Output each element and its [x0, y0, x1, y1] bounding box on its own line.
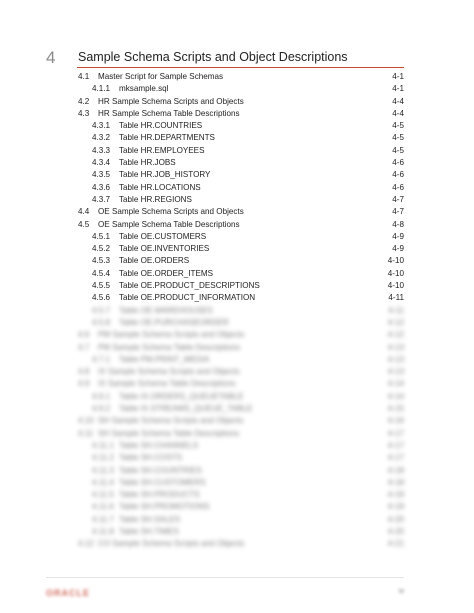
toc-entry-page[interactable]: 4-17: [387, 428, 404, 438]
chapter-heading: [46, 46, 404, 68]
toc-entry-page[interactable]: 4-18: [387, 465, 404, 475]
toc-entry[interactable]: [0, 268, 474, 280]
toc-entry-title[interactable]: Table HR.REGIONS: [119, 194, 192, 204]
toc-entry-number: 4.11.4: [92, 477, 114, 487]
toc-entry-number: 4.5.8: [92, 317, 111, 327]
toc-entry-page[interactable]: 4-5: [392, 145, 404, 155]
toc-entry[interactable]: [0, 465, 474, 477]
toc-entry-number: 4.5.5: [92, 281, 111, 291]
toc-entry[interactable]: [0, 169, 474, 181]
toc-entry-page[interactable]: 4-6: [392, 170, 404, 180]
toc-entry-title[interactable]: mksample.sql: [119, 84, 169, 94]
toc-entry-number: 4.3.3: [92, 145, 111, 155]
toc-entry[interactable]: [0, 514, 474, 526]
toc-entry-page[interactable]: 4-6: [392, 182, 404, 192]
footer-page-number: iv: [398, 588, 404, 595]
toc-entry-title[interactable]: Table IX.ORDERS_QUEUETABLE: [119, 391, 244, 401]
toc-entry-number: 4.3.6: [92, 182, 111, 192]
oracle-logo: ORACLE: [46, 588, 90, 598]
toc-entry-title[interactable]: IX Sample Schema Scripts and Objects: [98, 367, 240, 377]
toc-entry-title[interactable]: Table OE.PRODUCT_DESCRIPTIONS: [119, 281, 260, 291]
toc-entry-page[interactable]: 4-5: [392, 121, 404, 131]
footer-divider: [46, 577, 404, 578]
toc-entry[interactable]: [0, 428, 474, 440]
toc-entry-page[interactable]: 4-10: [387, 256, 404, 266]
toc-entry-page[interactable]: 4-1: [392, 72, 404, 81]
toc-entry-title[interactable]: Table OE.INVENTORIES: [119, 244, 210, 254]
toc-entry-page[interactable]: 4-7: [392, 194, 404, 204]
toc-entry-page[interactable]: 4-19: [387, 502, 404, 512]
toc-entry-page[interactable]: 4-12: [387, 317, 404, 327]
toc-entry-page[interactable]: 4-7: [392, 207, 404, 217]
toc-entry[interactable]: [0, 501, 474, 513]
toc-entry-number: 4.10: [78, 416, 94, 426]
toc-entry[interactable]: [0, 145, 474, 157]
toc-entry-number: 4.5.4: [92, 268, 111, 278]
toc-entry[interactable]: [0, 132, 474, 144]
toc-entry-page[interactable]: 4-10: [387, 268, 404, 278]
toc-entry-number: 4.5.3: [92, 256, 111, 266]
toc-entry[interactable]: [0, 305, 474, 317]
toc-entry-page[interactable]: 4-20: [387, 526, 404, 536]
toc-entry-page[interactable]: 4-12: [387, 330, 404, 340]
toc-entry-page[interactable]: 4-9: [392, 231, 404, 241]
toc-entry-number: 4.3.5: [92, 170, 111, 180]
toc-entry[interactable]: [0, 83, 474, 95]
toc-entry-page[interactable]: 4-18: [387, 477, 404, 487]
toc-entry-page[interactable]: 4-1: [392, 84, 404, 94]
toc-entry-number: 4.11.7: [92, 514, 114, 524]
toc-entry-page[interactable]: 4-21: [387, 539, 404, 549]
toc-entry-title[interactable]: Table IX.STREAMS_QUEUE_TABLE: [119, 404, 253, 414]
toc-entry-title[interactable]: PM Sample Schema Table Descriptions: [98, 342, 241, 352]
toc-entry-page[interactable]: 4-11: [388, 305, 404, 315]
toc-entry-number: 4.3.1: [92, 121, 111, 131]
toc-entry-page[interactable]: 4-5: [392, 133, 404, 143]
toc-entry[interactable]: [0, 403, 474, 415]
toc-entry-number: 4.11.3: [92, 465, 114, 475]
toc-entry-page[interactable]: 4-20: [387, 514, 404, 524]
chapter-title: Sample Schema Scripts and Object Descriptions: [78, 50, 348, 64]
toc-entry-number: 4.11.5: [92, 490, 114, 500]
toc-entry[interactable]: [0, 206, 474, 218]
toc-entry-title[interactable]: Table SH.CHANNELS: [119, 440, 199, 450]
toc-entry-page[interactable]: 4-14: [387, 379, 404, 389]
toc-entry[interactable]: [0, 477, 474, 489]
toc-entry[interactable]: [0, 182, 474, 194]
toc-entry-page[interactable]: 4-13: [387, 367, 404, 377]
toc-entry-number: 4.7.1: [92, 354, 111, 364]
toc-entry-title[interactable]: Table OE.PURCHASEORDER: [119, 317, 229, 327]
toc-entry-number: 4.5.7: [92, 305, 111, 315]
toc-entry[interactable]: [0, 157, 474, 169]
toc-entry[interactable]: [0, 317, 474, 329]
toc-entry[interactable]: [0, 255, 474, 267]
toc-entry-page[interactable]: 4-19: [387, 490, 404, 500]
toc-entry-title[interactable]: OE Sample Schema Table Descriptions: [98, 219, 240, 229]
toc-entry-page[interactable]: 4-9: [392, 244, 404, 254]
toc-entry-number: 4.4: [78, 207, 90, 217]
toc-entry-title[interactable]: CO Sample Schema Scripts and Objects: [98, 539, 245, 549]
toc-entry-page[interactable]: 4-16: [387, 416, 404, 426]
toc-entry-page[interactable]: 4-4: [392, 108, 404, 118]
toc-entry-page[interactable]: 4-10: [387, 281, 404, 291]
toc-entry[interactable]: [0, 96, 474, 108]
toc-entry-number: 4.5.6: [92, 293, 111, 303]
toc-entry-page[interactable]: 4-15: [387, 404, 404, 414]
toc-entry[interactable]: [0, 108, 474, 120]
toc-entry[interactable]: [0, 120, 474, 132]
toc-entry-number: 4.3: [78, 108, 90, 118]
toc-entry-title[interactable]: SH Sample Schema Table Descriptions: [98, 428, 240, 438]
toc-entry[interactable]: [0, 280, 474, 292]
toc-entry-title[interactable]: Table SH.PRODUCTS: [119, 490, 200, 500]
toc-entry-title[interactable]: Table SH.CUSTOMERS: [119, 477, 206, 487]
toc-entry[interactable]: [0, 194, 474, 206]
toc-entry-title[interactable]: Table HR.LOCATIONS: [119, 182, 201, 192]
toc-entry-page[interactable]: 4-17: [387, 440, 404, 450]
toc-entry-title[interactable]: Table OE.PRODUCT_INFORMATION: [119, 293, 256, 303]
toc-entry[interactable]: [0, 415, 474, 427]
toc-entry-number: 4.9.2: [92, 404, 111, 414]
toc-entry[interactable]: [0, 452, 474, 464]
toc-entry-title[interactable]: HR Sample Schema Table Descriptions: [98, 108, 240, 118]
toc-entry-title[interactable]: Table HR.DEPARTMENTS: [119, 133, 215, 143]
toc-entry-title[interactable]: Table HR.EMPLOYEES: [119, 145, 205, 155]
toc-entry-number: 4.11: [78, 428, 94, 438]
toc-entry-number: 4.9.1: [92, 391, 111, 401]
toc-entry-title[interactable]: Table SH.SALES: [119, 514, 181, 524]
toc-entry-number: 4.6: [78, 330, 90, 340]
toc-entry[interactable]: [0, 342, 474, 354]
toc-entry-title[interactable]: Table PM.PRINT_MEDIA: [119, 354, 210, 364]
toc-entry-title[interactable]: HR Sample Schema Scripts and Objects: [98, 96, 244, 106]
toc-entry-page[interactable]: 4-17: [387, 453, 404, 463]
toc-entry-title[interactable]: PM Sample Schema Scripts and Objects: [98, 330, 245, 340]
toc-entry-number: 4.2: [78, 96, 90, 106]
toc-entry[interactable]: [0, 538, 474, 550]
toc-entry-number: 4.1.1: [92, 84, 111, 94]
toc-entry-page[interactable]: 4-6: [392, 158, 404, 168]
toc-entry[interactable]: [0, 378, 474, 390]
toc-entry-title[interactable]: Table OE.ORDERS: [119, 256, 190, 266]
toc-entry[interactable]: [0, 526, 474, 538]
toc-entry-number: 4.11.8: [92, 526, 114, 536]
toc-entry-number: 4.1: [78, 72, 90, 81]
toc-entry[interactable]: [0, 489, 474, 501]
toc-entry-title[interactable]: Table SH.COUNTRIES: [119, 465, 202, 475]
table-of-contents: [0, 71, 474, 551]
toc-entry-page[interactable]: 4-4: [392, 96, 404, 106]
toc-entry-number: 4.11.2: [92, 453, 114, 463]
toc-entry-number: 4.9: [78, 379, 90, 389]
toc-entry-number: 4.8: [78, 367, 90, 377]
toc-entry-title[interactable]: SH Sample Schema Scripts and Objects: [98, 416, 244, 426]
chapter-number: 4: [46, 48, 56, 67]
toc-entry-number: 4.5.1: [92, 231, 111, 241]
toc-entry[interactable]: [0, 329, 474, 341]
toc-entry-page[interactable]: 4-8: [392, 219, 404, 229]
toc-entry-title[interactable]: IX Sample Schema Table Descriptions: [98, 379, 236, 389]
toc-entry-title[interactable]: Table OE.WAREHOUSES: [119, 305, 213, 315]
toc-entry[interactable]: [0, 292, 474, 304]
toc-entry-number: 4.7: [78, 342, 90, 352]
toc-entry[interactable]: [0, 71, 474, 83]
toc-entry-page[interactable]: 4-13: [387, 342, 404, 352]
toc-entry-title[interactable]: Table HR.COUNTRIES: [119, 121, 203, 131]
toc-entry-number: 4.5: [78, 219, 90, 229]
toc-entry-title[interactable]: Table HR.JOBS: [119, 158, 176, 168]
toc-entry-title[interactable]: OE Sample Schema Scripts and Objects: [98, 207, 244, 217]
toc-entry[interactable]: [0, 219, 474, 231]
toc-entry[interactable]: [0, 231, 474, 243]
toc-entry-title[interactable]: Table SH.PROMOTIONS: [119, 502, 210, 512]
toc-entry-number: 4.11.1: [92, 440, 114, 450]
toc-entry[interactable]: [0, 391, 474, 403]
chapter-divider: [77, 67, 404, 68]
toc-entry-number: 4.5.2: [92, 244, 111, 254]
toc-entry[interactable]: [0, 354, 474, 366]
toc-entry[interactable]: [0, 440, 474, 452]
toc-entry-number: 4.3.7: [92, 194, 111, 204]
toc-entry-page[interactable]: 4-14: [387, 391, 404, 401]
toc-entry-number: 4.3.4: [92, 158, 111, 168]
toc-entry-title[interactable]: Table OE.ORDER_ITEMS: [119, 268, 214, 278]
toc-entry-title[interactable]: Master Script for Sample Schemas: [98, 72, 224, 81]
toc-entry[interactable]: [0, 243, 474, 255]
toc-entry-title[interactable]: Table SH.COSTS: [119, 453, 182, 463]
toc-entry-number: 4.11.6: [92, 502, 114, 512]
toc-entry-number: 4.12: [78, 539, 94, 549]
toc-entry-title[interactable]: Table OE.CUSTOMERS: [119, 231, 207, 241]
toc-entry-title[interactable]: Table HR.JOB_HISTORY: [119, 170, 211, 180]
toc-entry-number: 4.3.2: [92, 133, 111, 143]
toc-entry-title[interactable]: Table SH.TIMES: [119, 526, 179, 536]
toc-entry-page[interactable]: 4-13: [387, 354, 404, 364]
toc-entry[interactable]: [0, 366, 474, 378]
toc-entry-page[interactable]: 4-11: [388, 293, 404, 303]
